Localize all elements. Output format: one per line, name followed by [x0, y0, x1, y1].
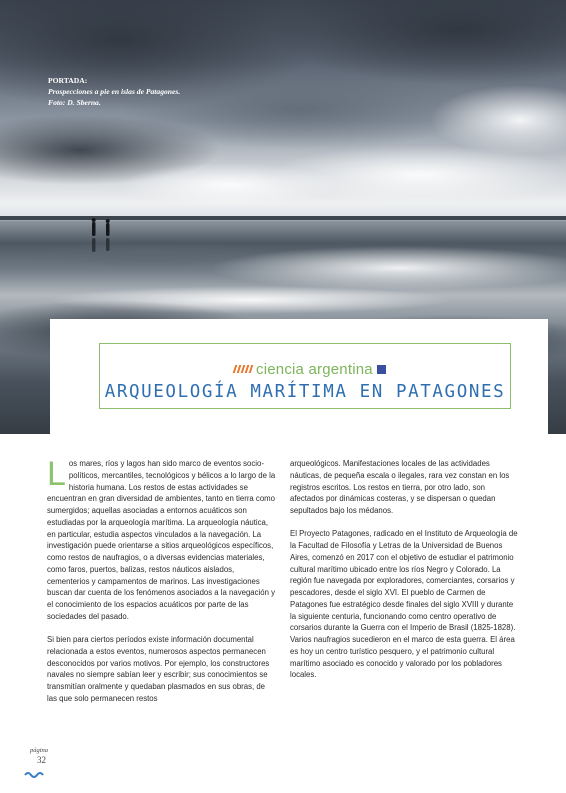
caption-text: Prospecciones a pie en islas de Patagones.	[48, 87, 181, 96]
drop-cap: L	[47, 455, 66, 493]
page-folio	[30, 747, 48, 765]
title-card	[50, 319, 548, 434]
article-title: ARQUEOLOGÍA MARÍTIMA EN PATAGONES	[104, 382, 506, 402]
logo-square-icon	[377, 365, 386, 374]
article-paragraph	[47, 455, 277, 623]
article-column-left	[47, 455, 277, 716]
article-paragraph-3: El Proyecto Patagones, radicado en el Instituto de Arqueología de la Facultad de Filosofía y Letras de la Universidad de Buenos Aires, comenzó en 2017 con el objetivo de estudiar el patrimonio cultural marítimo ubicado entre los ríos Negro y Colorado. La región fue navegada por exploradores, comerciantes, corsarios y pescadores, desde el siglo XVI. El pueblo de Carmen de Patagones fue estratégico desde finales del siglo XVIII y durante la siguiente centuria, funcionando como centro operativo de corsarios durante la Guerra con el Imperio de Brasil (1825-1828). Varios naufragios sucedieron en el marco de esta guerra. El área es hoy un centro turístico pesquero, y el patrimonio cultural marítimo asociado es conocido y valorado por los pobladores locales.	[290, 529, 518, 680]
article-paragraph-2-continued: arqueológicos. Manifestaciones locales de las actividades náuticas, de pequeña escala o ilegales, rara vez constan en los registros escritos. Los restos en tierra, por otro lado, son afectados por dinámicas costeras, y se dispersan o quedan sepultados bajo los médanos.	[290, 459, 510, 515]
caption-credit: Foto: D. Sberna.	[48, 98, 101, 107]
ciencia-argentina-logo	[226, 358, 394, 380]
article-paragraph-1: os mares, ríos y lagos han sido marco de eventos socio-políticos, mercantiles, tecnológicos y bélicos a lo largo de la historia humana. Los restos de estas actividades se encuentran en gran diversidad de ambientes, tanto en tierra como sumergidos; aquellas asociadas a entornos acuáticos son estudiadas por la arqueología marítima. La arqueología náutica, en particular, estudia aspectos vinculados a la navegación. La investigación puede orientarse a sitios arqueológicos específicos, como restos de naufragios, o a diversas evidencias materiales, como faros, puertos, balizas, restos náuticos aislados, cementerios y campamentos de marinos. Las investigaciones buscan dar cuenta de los fenómenos asociados a la navegación y el conocimiento de los espacios acuáticos por parte de las sociedades del pasado.	[47, 459, 276, 621]
cover-caption	[48, 75, 268, 108]
title-frame	[99, 343, 511, 409]
caption-title: PORTADA:	[48, 76, 88, 85]
page-label: página	[30, 747, 49, 754]
article-paragraph-2: Si bien para ciertos períodos existe información documental relacionada a estos eventos, numerosos aspectos permanecen desconocidos por varios motivos. Por ejemplo, los constructores navales no siempre sabían leer y escribir; sus conocimientos se transmitían oralmente y quedaban plasmados en sus obras, de las que solo permanecen restos	[47, 635, 270, 703]
logo-text: ciencia argentina	[256, 360, 373, 378]
page-number: 32	[37, 755, 46, 765]
wave-icon	[24, 771, 46, 779]
article-column-right	[290, 458, 520, 693]
logo-stripes-icon	[234, 365, 252, 373]
